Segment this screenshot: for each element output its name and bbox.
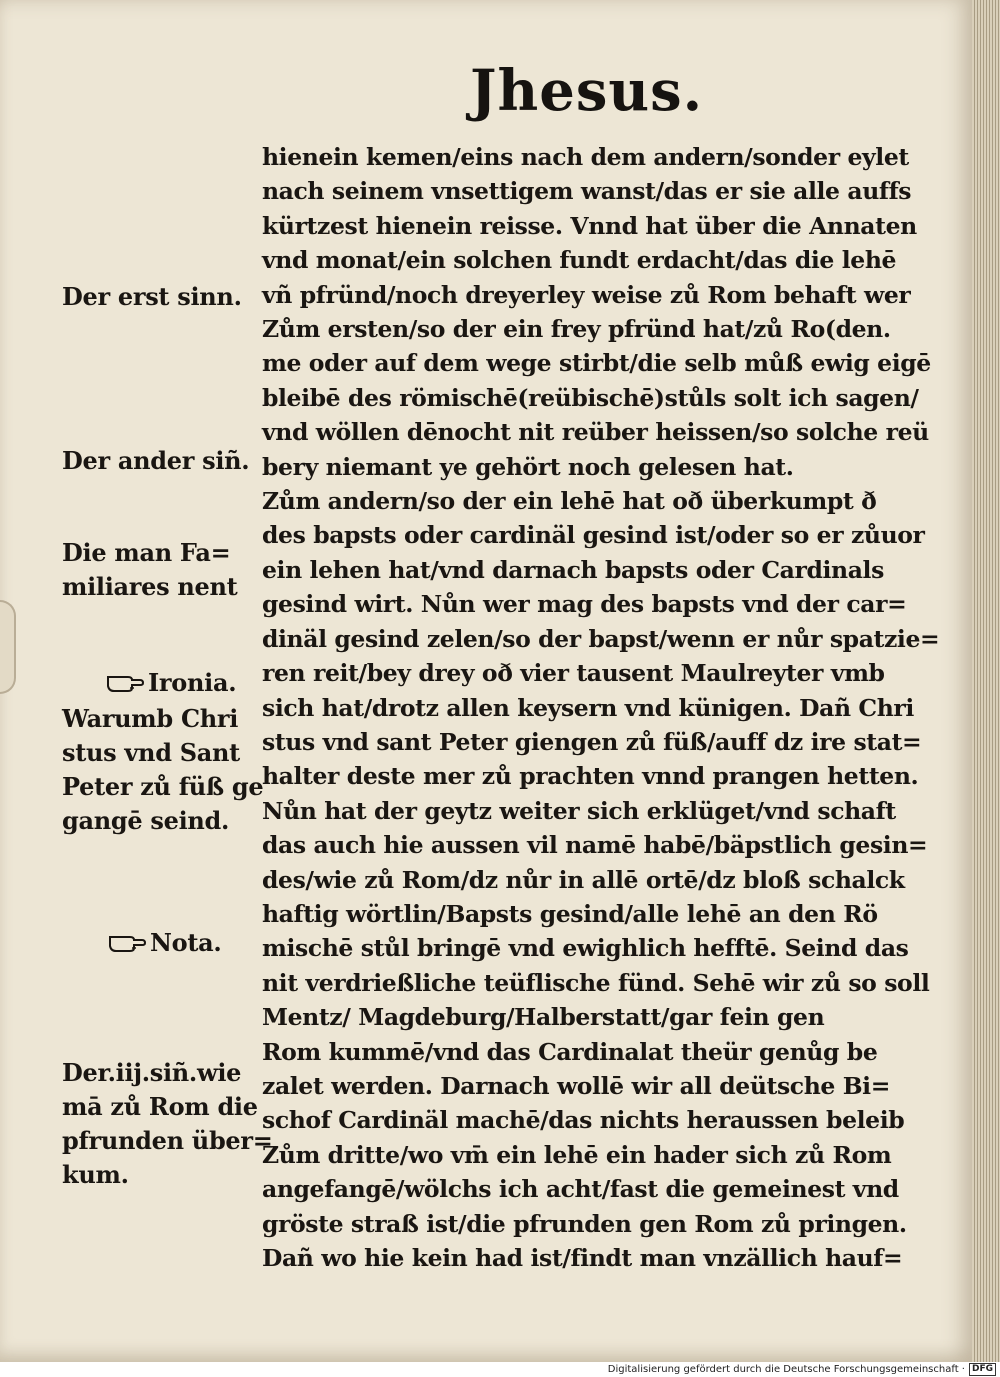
text-line: stus vnd sant Peter giengen zů füß/auff dz ire stat= xyxy=(262,727,922,756)
text-line: ren reit/bey drey oð vier tausent Maulreyter vmb xyxy=(262,659,885,688)
margin-note-line: kum. xyxy=(62,1160,129,1189)
margin-note-erst xyxy=(62,280,262,314)
text-line: Nůn hat der geytz weiter sich erklüget/vnd schaft xyxy=(262,796,896,825)
margin-note-ander xyxy=(62,444,262,478)
text-line: angefangē/wölchs ich acht/fast die gemeinest vnd xyxy=(262,1175,899,1204)
margin-note-line xyxy=(108,926,308,962)
margin-note-line: Peter zů füß ge xyxy=(62,771,264,801)
margin-note-line: mā zů Rom die xyxy=(62,1092,258,1121)
margin-note-line: pfrunden über= xyxy=(62,1126,273,1155)
text-line: bery niemant ye gehört noch gelesen hat. xyxy=(262,452,794,481)
text-line: schof Cardinäl machē/das nichts heraussen beleib xyxy=(262,1106,905,1135)
text-line: des bapsts oder cardinäl gesind ist/oder so er zůuor xyxy=(262,521,925,550)
margin-note-line: miliares nent xyxy=(62,572,238,601)
text-line: gesind wirt. Nůn wer mag des bapsts vnd der car= xyxy=(262,590,907,619)
margin-note-line: Der ander siñ. xyxy=(62,446,250,475)
text-line: Mentz/ Magdeburg/Halberstatt/gar fein gen xyxy=(262,1003,825,1032)
margin-note-line: Die man Fa= xyxy=(62,538,231,567)
page-edges xyxy=(972,0,1000,1362)
text-line: mischē stůl bringē vnd ewighlich hefftē. Seind das xyxy=(262,934,909,963)
margin-note-line: stus vnd Sant xyxy=(62,737,240,767)
main-text-block xyxy=(262,140,940,1275)
pointing-hand-icon xyxy=(108,928,146,962)
text-line: gröste straß ist/die pfrunden gen Rom zů pringen. xyxy=(262,1209,907,1238)
text-line: ein lehen hat/vnd darnach bapsts oder Cardinals xyxy=(262,555,884,584)
text-line: Zům ersten/so der ein frey pfründ hat/zů Ro(den. xyxy=(262,315,891,344)
running-header: Jhesus. xyxy=(470,58,704,124)
margin-note-familiares xyxy=(62,536,262,604)
text-line: Dañ wo hie kein had ist/findt man vnzällich hauf= xyxy=(262,1244,903,1272)
footer-bar xyxy=(0,1362,1000,1377)
text-line: Rom kummē/vnd das Cardinalat theür genůg be xyxy=(262,1037,878,1066)
text-line: vnd monat/ein solchen fundt erdacht/das die lehē xyxy=(262,246,897,275)
text-line: zalet werden. Darnach wollē wir all deütsche Bi= xyxy=(262,1071,890,1100)
text-line: Zům andern/so der ein lehē hat oð überkumpt ð xyxy=(262,487,877,516)
text-line: hienein kemen/eins nach dem andern/sonder eylet xyxy=(262,143,909,171)
text-line: vñ pfründ/noch dreyerley weise zů Rom behaft wer xyxy=(262,280,911,309)
text-line: haftig wörtlin/Bapsts gesind/alle lehē an den Rö xyxy=(262,899,878,928)
text-line: Zům dritte/wo vm̄ ein lehē ein hader sich zů Rom xyxy=(262,1140,892,1169)
text-line: nit verdrießliche teüflische fünd. Sehē wir zů so soll xyxy=(262,968,930,997)
text-line: halter deste mer zů prachten vnnd prangen hetten. xyxy=(262,762,919,791)
text-line: das auch hie aussen vil namē habē/bäpstlich gesin= xyxy=(262,831,928,860)
margin-note-line: Der.iij.siñ.wie xyxy=(62,1058,242,1087)
margin-note-line: Der erst sinn. xyxy=(62,282,242,311)
text-line: me oder auf dem wege stirbt/die selb můß ewig eigē xyxy=(262,349,931,378)
margin-note-ironia xyxy=(62,666,262,838)
text-line: bleibē des römischē(reübischē)stůls solt ich sagen/ xyxy=(262,383,919,412)
margin-note-nota xyxy=(108,926,308,962)
text-line: des/wie zů Rom/dz nůr in allē ortē/dz bloß schalck xyxy=(262,865,905,894)
page-tab xyxy=(0,600,16,694)
ironia-label: Ironia. xyxy=(148,668,237,697)
nota-label: Nota. xyxy=(150,928,222,957)
text-line: vnd wöllen dēnocht nit reüber heissen/so solche reü xyxy=(262,418,929,447)
margin-note-line: gangē seind. xyxy=(62,805,230,835)
text-line: kürtzest hienein reisse. Vnnd hat über die Annaten xyxy=(262,211,917,240)
margin-note-dritte xyxy=(62,1056,273,1192)
text-line: dinäl gesind zelen/so der bapst/wenn er nůr spatzie= xyxy=(262,624,940,653)
margin-note-line xyxy=(62,666,262,702)
footer-text: Digitalisierung gefördert durch die Deutsche Forschungsgemeinschaft · xyxy=(607,1364,965,1375)
margin-note-line: Warumb Chri xyxy=(62,703,239,733)
pointing-hand-icon xyxy=(106,668,144,702)
text-line: nach seinem vnsettigem wanst/das er sie alle auffs xyxy=(262,177,912,206)
text-line: sich hat/drotz allen keysern vnd künigen. Dañ Chri xyxy=(262,693,914,722)
dfg-logo: DFG xyxy=(969,1363,996,1376)
